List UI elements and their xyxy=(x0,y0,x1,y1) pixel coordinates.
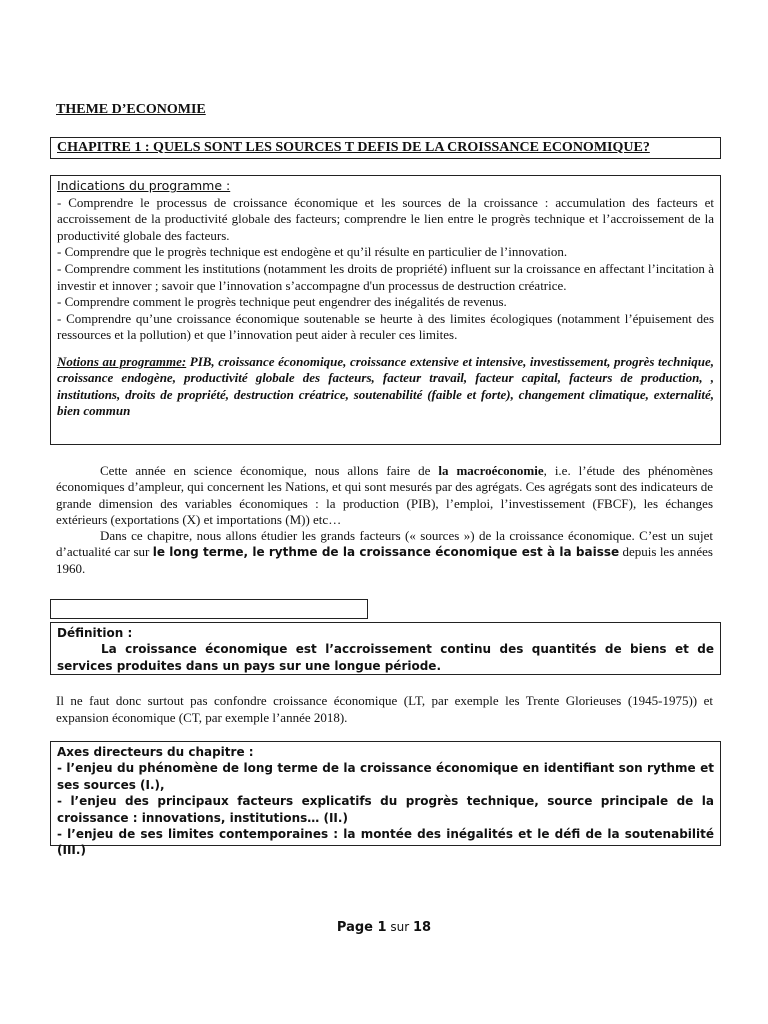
intro-text: depuis les années 1960. xyxy=(56,544,713,576)
page-footer xyxy=(0,920,768,935)
notions-text: PIB, croissance économique, croissance extensive et intensive, investissement, progrès technique, croissance endogène, productivité globale des facteurs, facteur travail, facteur capital, facteurs de production, , institutions, droits de propriété, destruction créatrice, soutenabilité (faible et forte), changement climatique, externalité, bien commun xyxy=(57,353,714,419)
programme-item: - Comprendre le processus de croissance économique et les sources de la croissance : accumulation des facteurs et accroissement de la productivité globale des facteurs; comprendre le lien entre le progrès technique et l’accroissement de la productivité globale des facteurs. xyxy=(57,194,714,243)
notions-paragraph xyxy=(57,354,714,420)
programme-box xyxy=(50,175,721,445)
intro-bold: le long terme, le rythme de la croissance économique est à la baisse xyxy=(152,545,620,560)
theme-heading: THEME D’ECONOMIE xyxy=(56,102,206,117)
footer-sep: sur xyxy=(386,920,413,934)
intro-paragraph-2 xyxy=(56,528,713,577)
intro-text: Cette année en science économique, nous allons faire de xyxy=(100,463,439,478)
programme-item: - Comprendre comment les institutions (notamment les droits de propriété) influent sur la croissance en affectant l’incitation à investir et innover ; savoir que l’innovation s’accompagne d'un processus de destruction créatrice. xyxy=(57,260,714,293)
definition-box xyxy=(50,622,721,675)
footer-label: Page xyxy=(336,920,378,935)
intro-section xyxy=(56,463,713,577)
intro-bold: la macroéconomie xyxy=(438,463,544,478)
definition-label: Définition : xyxy=(57,626,133,640)
distinction-paragraph: Il ne faut donc surtout pas confondre croissance économique (LT, par exemple les Trente Glorieuses (1945-1975)) et expansion économique (CT, par exemple l’année 2018). xyxy=(56,693,713,725)
intro-text: Dans ce chapitre, nous allons étudier les grands facteurs (« sources ») de la croissance économique. C’est un sujet d’actualité car sur xyxy=(56,528,713,560)
axes-box xyxy=(50,741,721,858)
programme-item: - Comprendre que le progrès technique est endogène et qu’il résulte en particulier de l’innovation. xyxy=(57,244,568,260)
axes-item: - l’enjeu des principaux facteurs explicatifs du progrès technique, source principale de la croissance : innovations, institutions… (II.) xyxy=(57,794,714,825)
axes-item: - l’enjeu de ses limites contemporaines : la montée des inégalités et le défi de la soutenabilité (III.) xyxy=(57,827,714,858)
notions-label: Notions au programme: xyxy=(57,353,187,369)
empty-title-box xyxy=(50,599,368,619)
programme-item: - Comprendre qu’une croissance économique soutenable se heurte à des limites écologiques (notamment l’épuisement des ressources et la pollution) et que l’innovation peut aider à reculer ces limites. xyxy=(57,310,714,343)
definition-text: La croissance économique est l’accroissement continu des quantités de biens et de services produites dans un pays sur une longue période. xyxy=(57,642,714,673)
axes-item: - l’enjeu du phénomène de long terme de la croissance économique en identifiant son rythme et ses sources (I.), xyxy=(57,761,714,792)
footer-current-page: 1 xyxy=(377,920,387,935)
axes-heading: Axes directeurs du chapitre : xyxy=(57,745,254,759)
intro-paragraph-1 xyxy=(56,463,713,528)
programme-heading: Indications du programme : xyxy=(57,178,231,193)
programme-item: - Comprendre comment le progrès technique peut engendrer des inégalités de revenus. xyxy=(57,294,507,310)
intro-text: , i.e. l’étude des phénomènes économiques d’ampleur, qui concernent les Nations, et qui sont mesurés par des agrégats. Ces agrégats sont des indicateurs de grande dimension des variables économiques : la production (PIB), l’emploi, l’investissement (FBCF), les échanges extérieurs (exportations (X) et importations (M)) etc… xyxy=(56,463,713,527)
chapter-title: CHAPITRE 1 : QUELS SONT LES SOURCES T DEFIS DE LA CROISSANCE ECONOMIQUE? xyxy=(50,137,721,159)
footer-total-pages: 18 xyxy=(412,920,432,935)
